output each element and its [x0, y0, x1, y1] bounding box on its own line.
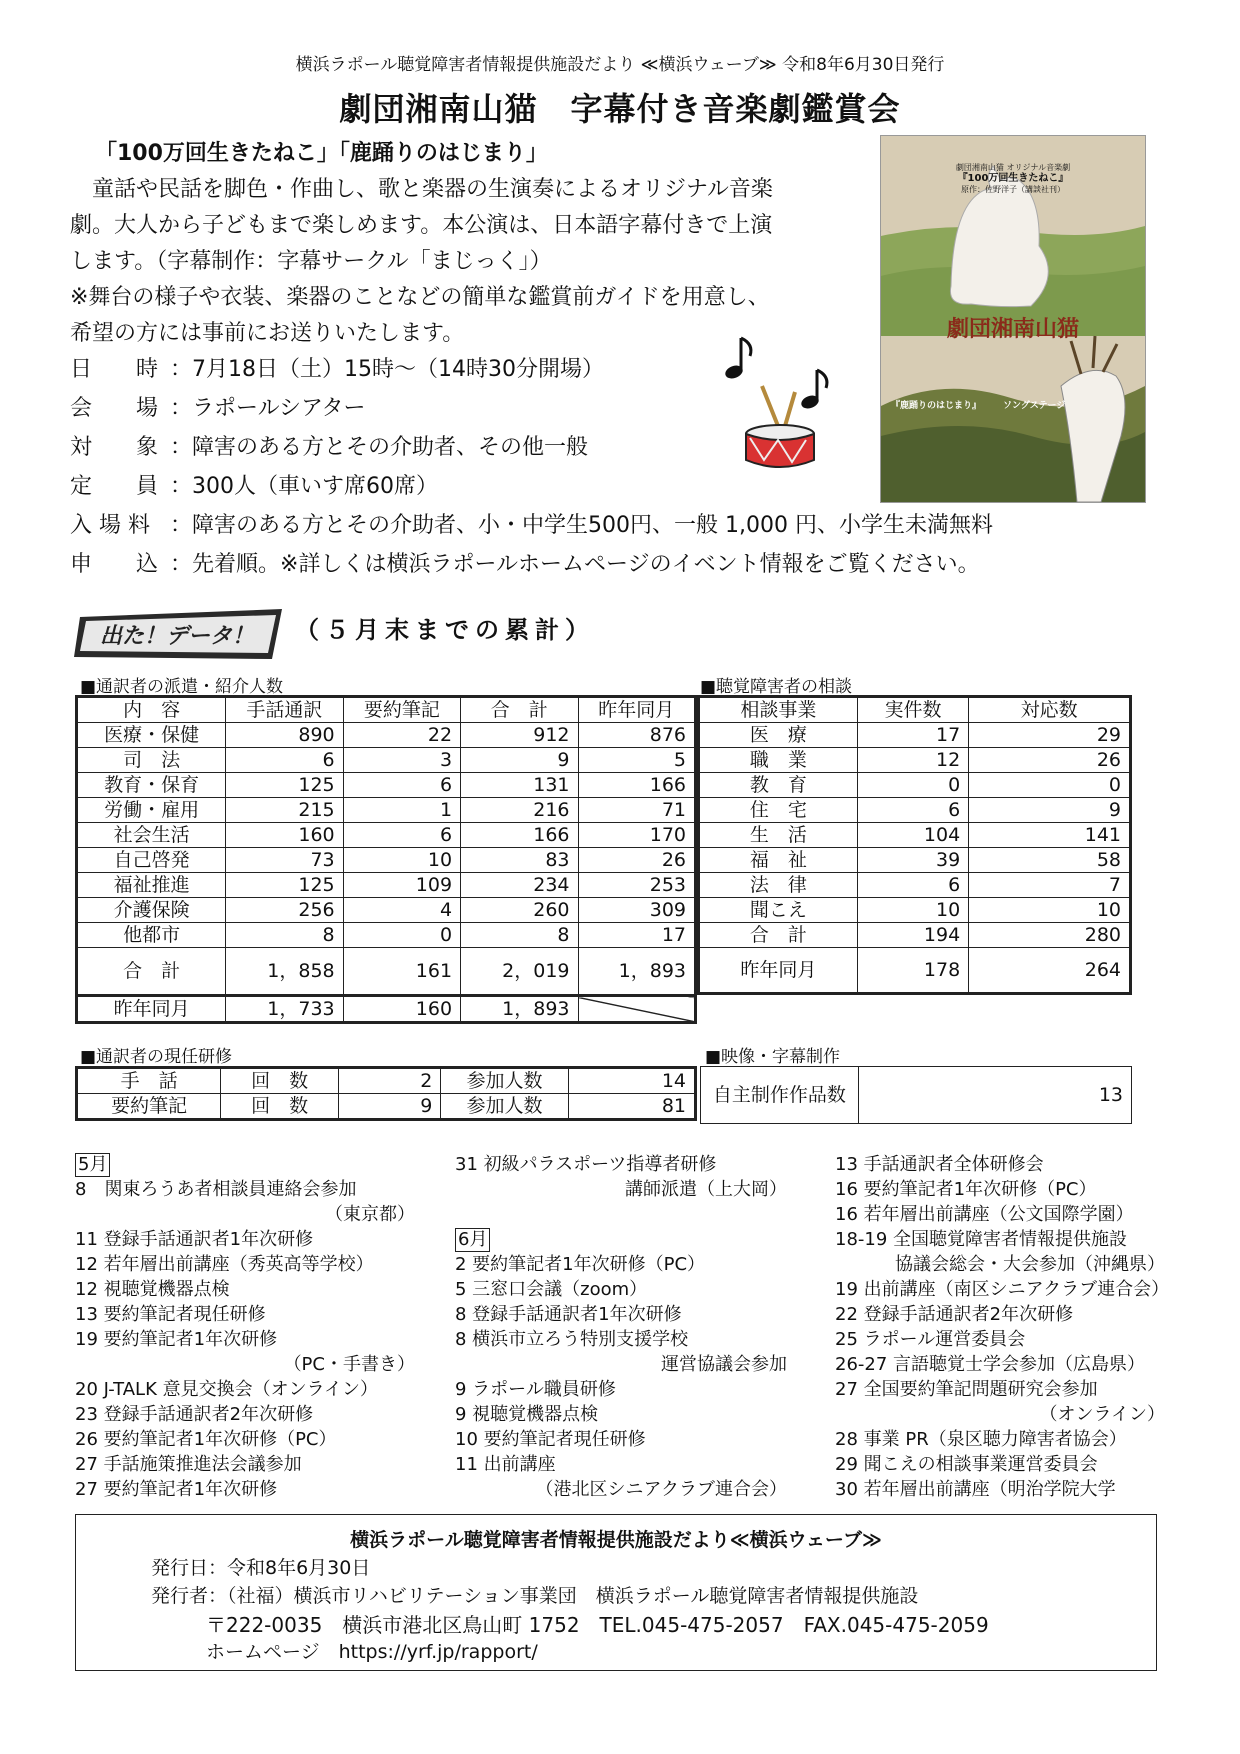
drum-illustration [720, 330, 870, 480]
table-cell: 26 [578, 848, 695, 873]
schedule-item: 8 登録手話通訳者1年次研修 [455, 1304, 682, 1325]
table-cell: 194 [857, 923, 968, 948]
table-cell: 141 [969, 823, 1131, 848]
table-header: 相談事業 [699, 697, 858, 723]
month-label: 5月 [75, 1153, 110, 1177]
schedule-item: 27 手話施策推進法会議参加 [75, 1454, 302, 1475]
table-header: 合 計 [461, 697, 578, 723]
poster-title: 劇団湘南山猫 [946, 317, 1079, 342]
table-row [77, 873, 696, 898]
table-cell: 2 [338, 1068, 440, 1094]
table-cell: 253 [578, 873, 695, 898]
poster-line: ソングステージ [1003, 401, 1066, 411]
schedule-item: （東京都） [325, 1204, 415, 1225]
table-cell: 6 [343, 773, 460, 798]
table-row [77, 1068, 696, 1094]
table-cell: 216 [461, 798, 578, 823]
schedule-item: 31 初級パラスポーツ指導者研修 [455, 1154, 717, 1175]
table-cell: 手 話 [77, 1068, 221, 1094]
table-cell: 要約筆記 [77, 1094, 221, 1120]
month-heading [75, 1152, 415, 1177]
schedule-item: 2 要約筆記者1年次研修（PC） [455, 1254, 706, 1275]
table-cell: 昨年同月 [699, 948, 858, 994]
table-cell: 14 [568, 1068, 695, 1094]
info-value: 7月18日（土）15時～（14時30分開場） [192, 357, 604, 382]
table-cell: 26 [969, 748, 1131, 773]
table-row [77, 848, 696, 873]
training-section-label: ■通訳者の現任研修 [80, 1047, 233, 1067]
schedule-item: 協議会総会・大会参加（沖縄県） [895, 1254, 1165, 1275]
table-cell: 234 [461, 873, 578, 898]
table-cell: 166 [461, 823, 578, 848]
table-cell: 5 [578, 748, 695, 773]
description-line: 童話や民話を脚色・作曲し、歌と楽器の生演奏によるオリジナル音楽 [70, 177, 773, 202]
table-header: 手話通訳 [226, 697, 343, 723]
table-row [77, 1094, 696, 1120]
table-cell: 福 祉 [699, 848, 858, 873]
schedule-item: （オンライン） [1039, 1404, 1165, 1425]
schedule-item: 26 要約筆記者1年次研修（PC） [75, 1429, 337, 1450]
table-cell: 166 [578, 773, 695, 798]
music-note-icon [723, 338, 750, 381]
table-cell: 260 [461, 898, 578, 923]
info-label: 申 込 [70, 552, 159, 577]
info-capacity: 定 員 ：300人（車いす席60席） [70, 469, 438, 505]
table-row [77, 898, 696, 923]
table-cell: 876 [578, 723, 695, 748]
table-cell: 6 [343, 823, 460, 848]
table-cell: 参加人数 [441, 1094, 568, 1120]
description-line: します。（字幕制作：字幕サークル「まじっく」） [70, 249, 552, 274]
table-header-row [699, 697, 1131, 723]
footer-issue-date: 発行日：令和8年6月30日 [151, 1557, 371, 1579]
table-cell: 178 [857, 948, 968, 994]
info-label: 対 象 [70, 435, 159, 460]
schedule-item: 9 ラポール職員研修 [455, 1379, 616, 1400]
table-cell: 81 [568, 1094, 695, 1120]
table-cell: 161 [343, 948, 460, 996]
footer-address: 〒222-0035 横浜市港北区鳥山町 1752 TEL.045-475-2057 FAX.045-475-2059 [206, 1613, 989, 1637]
table-cell: 7 [969, 873, 1131, 898]
info-fee: 入 場 料 ：障害のある方とその介助者、小・中学生500円、一般 1,000 円、小学生未満無料 [70, 508, 993, 544]
table-cell: 参加人数 [441, 1068, 568, 1094]
event-description [70, 172, 860, 352]
info-venue: 会 場 ：ラポールシアター [70, 391, 366, 427]
table-cell: 131 [461, 773, 578, 798]
consultation-table [697, 695, 1132, 995]
table-cell: 12 [857, 748, 968, 773]
table-cell: 1，858 [226, 948, 343, 996]
schedule-item: 18-19 全国聴覚障害者情報提供施設 [835, 1229, 1128, 1250]
event-poster [880, 135, 1146, 503]
schedule-item: 講師派遣（上大岡） [625, 1179, 787, 1200]
video-section-label: ■映像・字幕制作 [705, 1047, 841, 1067]
schedule-column-2 [455, 1152, 787, 1502]
schedule-item: 11 出前講座 [455, 1454, 556, 1475]
table-cell: 9 [338, 1094, 440, 1120]
dispatch-table [75, 695, 697, 1024]
footer-box [75, 1514, 1157, 1671]
schedule-item: 13 要約筆記者現任研修 [75, 1304, 266, 1325]
badge-text: 出た！データ！ [99, 624, 255, 649]
consultation-rows [699, 723, 1131, 948]
table-cell: 125 [226, 773, 343, 798]
schedule-item: 19 出前講座（南区シニアクラブ連合会） [835, 1279, 1170, 1300]
table-cell: 104 [857, 823, 968, 848]
table-cell: 合 計 [699, 923, 858, 948]
schedule-item: 運営協議会参加 [661, 1354, 787, 1375]
schedule-item: 8 横浜市立ろう特別支援学校 [455, 1329, 689, 1350]
dispatch-section-label: ■通訳者の派遣・紹介人数 [80, 677, 284, 697]
table-cell: 215 [226, 798, 343, 823]
table-cell: 職 業 [699, 748, 858, 773]
table-cell: 10 [857, 898, 968, 923]
table-cell: 109 [343, 873, 460, 898]
poster-line: 『鹿踊りのはじまり』 [891, 401, 982, 411]
schedule-item: 12 若年層出前講座（秀英高等学校） [75, 1254, 374, 1275]
schedule-item: 11 登録手話通訳者1年次研修 [75, 1229, 314, 1250]
schedule-column-1 [75, 1152, 415, 1502]
table-cell: 医療・保健 [77, 723, 226, 748]
info-value: 先着順。※詳しくは横浜ラポールホームページのイベント情報をご覧ください。 [192, 552, 980, 577]
dispatch-rows [77, 723, 696, 948]
table-row [77, 723, 696, 748]
table-cell: 8 [226, 923, 343, 948]
info-datetime: 日 時 ：7月18日（土）15時～（14時30分開場） [70, 352, 604, 388]
table-header: 要約筆記 [343, 697, 460, 723]
table-cell: 法 律 [699, 873, 858, 898]
table-cell: 8 [461, 923, 578, 948]
schedule-item: 20 J-TALK 意見交換会（オンライン） [75, 1379, 379, 1400]
month-label: 6月 [455, 1228, 490, 1252]
table-row [699, 848, 1131, 873]
table-cell: 280 [969, 923, 1131, 948]
schedule-item: （港北区シニアクラブ連合会） [535, 1479, 787, 1500]
table-prev-year-row [77, 996, 696, 1023]
table-cell-empty [578, 996, 695, 1023]
table-cell: 介護保険 [77, 898, 226, 923]
table-cell: 自主制作作品数 [701, 1067, 859, 1124]
table-cell: 回 数 [221, 1094, 339, 1120]
consultation-section-label: ■聴覚障害者の相談 [700, 677, 853, 697]
table-cell: 医 療 [699, 723, 858, 748]
info-label: 入 場 料 [70, 513, 150, 538]
table-cell: 1，893 [461, 996, 578, 1023]
table-header: 対応数 [969, 697, 1131, 723]
table-header: 実件数 [857, 697, 968, 723]
poster-line: 原作：佐野洋子（講談社刊） [961, 185, 1065, 194]
page-title: 劇団湘南山猫 字幕付き音楽劇鑑賞会 [339, 90, 901, 128]
table-cell: 0 [343, 923, 460, 948]
table-total-row [77, 948, 696, 996]
table-cell: 司 法 [77, 748, 226, 773]
schedule-column-3 [835, 1152, 1170, 1502]
table-cell: 912 [461, 723, 578, 748]
info-value: 障害のある方とその介助者、その他一般 [192, 435, 589, 460]
table-cell: 17 [578, 923, 695, 948]
table-row [77, 773, 696, 798]
schedule-item: 27 全国要約筆記問題研究会参加 [835, 1379, 1098, 1400]
video-table [700, 1066, 1132, 1124]
event-subtitle: 「100万回生きたねこ」「鹿踊りのはじまり」 [95, 141, 548, 166]
schedule-item: 26-27 言語聴覚士学会参加（広島県） [835, 1354, 1146, 1375]
info-label: 定 員 [70, 474, 159, 499]
table-cell: 4 [343, 898, 460, 923]
table-cell: 自己啓発 [77, 848, 226, 873]
table-cell: 71 [578, 798, 695, 823]
table-header: 昨年同月 [578, 697, 695, 723]
schedule-item: （PC・手書き） [283, 1354, 415, 1375]
table-prev-year-row [699, 948, 1131, 994]
table-cell: 9 [969, 798, 1131, 823]
table-cell: 福祉推進 [77, 873, 226, 898]
month-heading [455, 1227, 787, 1252]
table-row [699, 798, 1131, 823]
info-audience: 対 象 ：障害のある方とその介助者、その他一般 [70, 430, 588, 466]
table-row [77, 798, 696, 823]
footer-title: 横浜ラポール聴覚障害者情報提供施設だより≪横浜ウェーブ≫ [350, 1529, 882, 1551]
table-cell: 73 [226, 848, 343, 873]
table-cell: 住 宅 [699, 798, 858, 823]
info-value: ラポールシアター [192, 396, 366, 421]
table-cell: 10 [343, 848, 460, 873]
table-cell: 2，019 [461, 948, 578, 996]
info-value: 300人（車いす席60席） [192, 474, 439, 499]
table-row [699, 823, 1131, 848]
schedule-item: 19 要約筆記者1年次研修 [75, 1329, 278, 1350]
table-cell: 0 [969, 773, 1131, 798]
table-row [77, 823, 696, 848]
table-cell: 社会生活 [77, 823, 226, 848]
table-cell: 3 [343, 748, 460, 773]
table-header: 内 容 [77, 697, 226, 723]
table-cell: 教育・保育 [77, 773, 226, 798]
schedule-item: 22 登録手話通訳者2年次研修 [835, 1304, 1074, 1325]
table-header-row [77, 697, 696, 723]
data-badge [72, 605, 292, 665]
footer-homepage: ホームページ https://yrf.jp/rapport/ [206, 1641, 538, 1663]
table-cell: 9 [461, 748, 578, 773]
table-cell: 聞こえ [699, 898, 858, 923]
table-cell: 教 育 [699, 773, 858, 798]
schedule-item: 13 手話通訳者全体研修会 [835, 1154, 1044, 1175]
table-cell: 58 [969, 848, 1131, 873]
schedule-item: 28 事業 PR（泉区聴力障害者協会） [835, 1429, 1127, 1450]
schedule-item: 16 若年層出前講座（公文国際学園） [835, 1204, 1134, 1225]
table-cell: 生 活 [699, 823, 858, 848]
info-value: 障害のある方とその介助者、小・中学生500円、一般 1,000 円、小学生未満無料 [192, 513, 993, 538]
table-cell: 22 [343, 723, 460, 748]
table-cell: 309 [578, 898, 695, 923]
table-cell: 回 数 [221, 1068, 339, 1094]
info-label: 日 時 [70, 357, 159, 382]
table-cell: 160 [226, 823, 343, 848]
table-cell: 6 [857, 798, 968, 823]
table-cell: 6 [857, 873, 968, 898]
table-cell: 13 [858, 1067, 1131, 1124]
issuer-line: 横浜ラポール聴覚障害者情報提供施設だより ≪横浜ウェーブ≫ 令和8年6月30日発行 [295, 55, 945, 75]
schedule-item: 5 三窓口会議（zoom） [455, 1279, 648, 1300]
description-line: ※舞台の様子や衣装、楽器のことなどの簡単な鑑賞前ガイドを用意し、 [70, 285, 770, 310]
table-row [77, 923, 696, 948]
table-cell: 1 [343, 798, 460, 823]
description-line: 希望の方には事前にお送りいたします。 [70, 321, 465, 346]
schedule-item: 29 聞こえの相談事業運営委員会 [835, 1454, 1098, 1475]
table-row [699, 898, 1131, 923]
table-cell: 256 [226, 898, 343, 923]
schedule-item: 23 登録手話通訳者2年次研修 [75, 1404, 314, 1425]
table-cell: 160 [343, 996, 460, 1023]
table-row [77, 748, 696, 773]
schedule-item: 30 若年層出前講座（明治学院大学 [835, 1479, 1116, 1500]
training-table [75, 1066, 697, 1121]
table-cell: 1，733 [226, 996, 343, 1023]
description-line: 劇。大人から子どもまで楽しめます。本公演は、日本語字幕付きで上演 [70, 213, 773, 238]
table-cell: 39 [857, 848, 968, 873]
table-cell: 264 [969, 948, 1131, 994]
music-note-icon [799, 370, 826, 411]
schedule-item: 25 ラポール運営委員会 [835, 1329, 1026, 1350]
table-cell: 6 [226, 748, 343, 773]
table-row [699, 773, 1131, 798]
table-cell: 1，893 [578, 948, 695, 996]
table-cell: 83 [461, 848, 578, 873]
schedule-item: 9 視聴覚機器点検 [455, 1404, 599, 1425]
schedule-item: 16 要約筆記者1年次研修（PC） [835, 1179, 1097, 1200]
poster-caption [881, 162, 1145, 195]
table-row [699, 923, 1131, 948]
table-row [699, 748, 1131, 773]
cumulative-label: （５月末までの累計） [295, 616, 595, 644]
schedule-item: 10 要約筆記者現任研修 [455, 1429, 646, 1450]
schedule-item: 27 要約筆記者1年次研修 [75, 1479, 278, 1500]
table-cell: 合 計 [77, 948, 226, 996]
table-row [701, 1067, 1132, 1124]
table-cell: 昨年同月 [77, 996, 226, 1023]
table-cell: 125 [226, 873, 343, 898]
table-cell: 他都市 [77, 923, 226, 948]
table-row [699, 723, 1131, 748]
table-cell: 労働・雇用 [77, 798, 226, 823]
poster-line: 『100万回生きたねこ』 [957, 173, 1069, 184]
schedule-item [455, 1202, 787, 1227]
table-cell: 170 [578, 823, 695, 848]
table-cell: 17 [857, 723, 968, 748]
schedule-item: 12 視聴覚機器点検 [75, 1279, 230, 1300]
poster-line: 劇団湘南山猫 オリジナル音楽劇 [955, 163, 1071, 172]
table-cell: 10 [969, 898, 1131, 923]
table-cell: 890 [226, 723, 343, 748]
schedule-item: 8 関東ろうあ者相談員連絡会参加 [75, 1179, 357, 1200]
info-application: 申 込 ：先着順。※詳しくは横浜ラポールホームページのイベント情報をご覧ください。 [70, 547, 980, 583]
table-cell: 29 [969, 723, 1131, 748]
table-cell: 0 [857, 773, 968, 798]
footer-publisher: 発行者：（社福）横浜市リハビリテーション事業団 横浜ラポール聴覚障害者情報提供施設 [151, 1585, 919, 1607]
info-label: 会 場 [70, 396, 159, 421]
table-row [699, 873, 1131, 898]
